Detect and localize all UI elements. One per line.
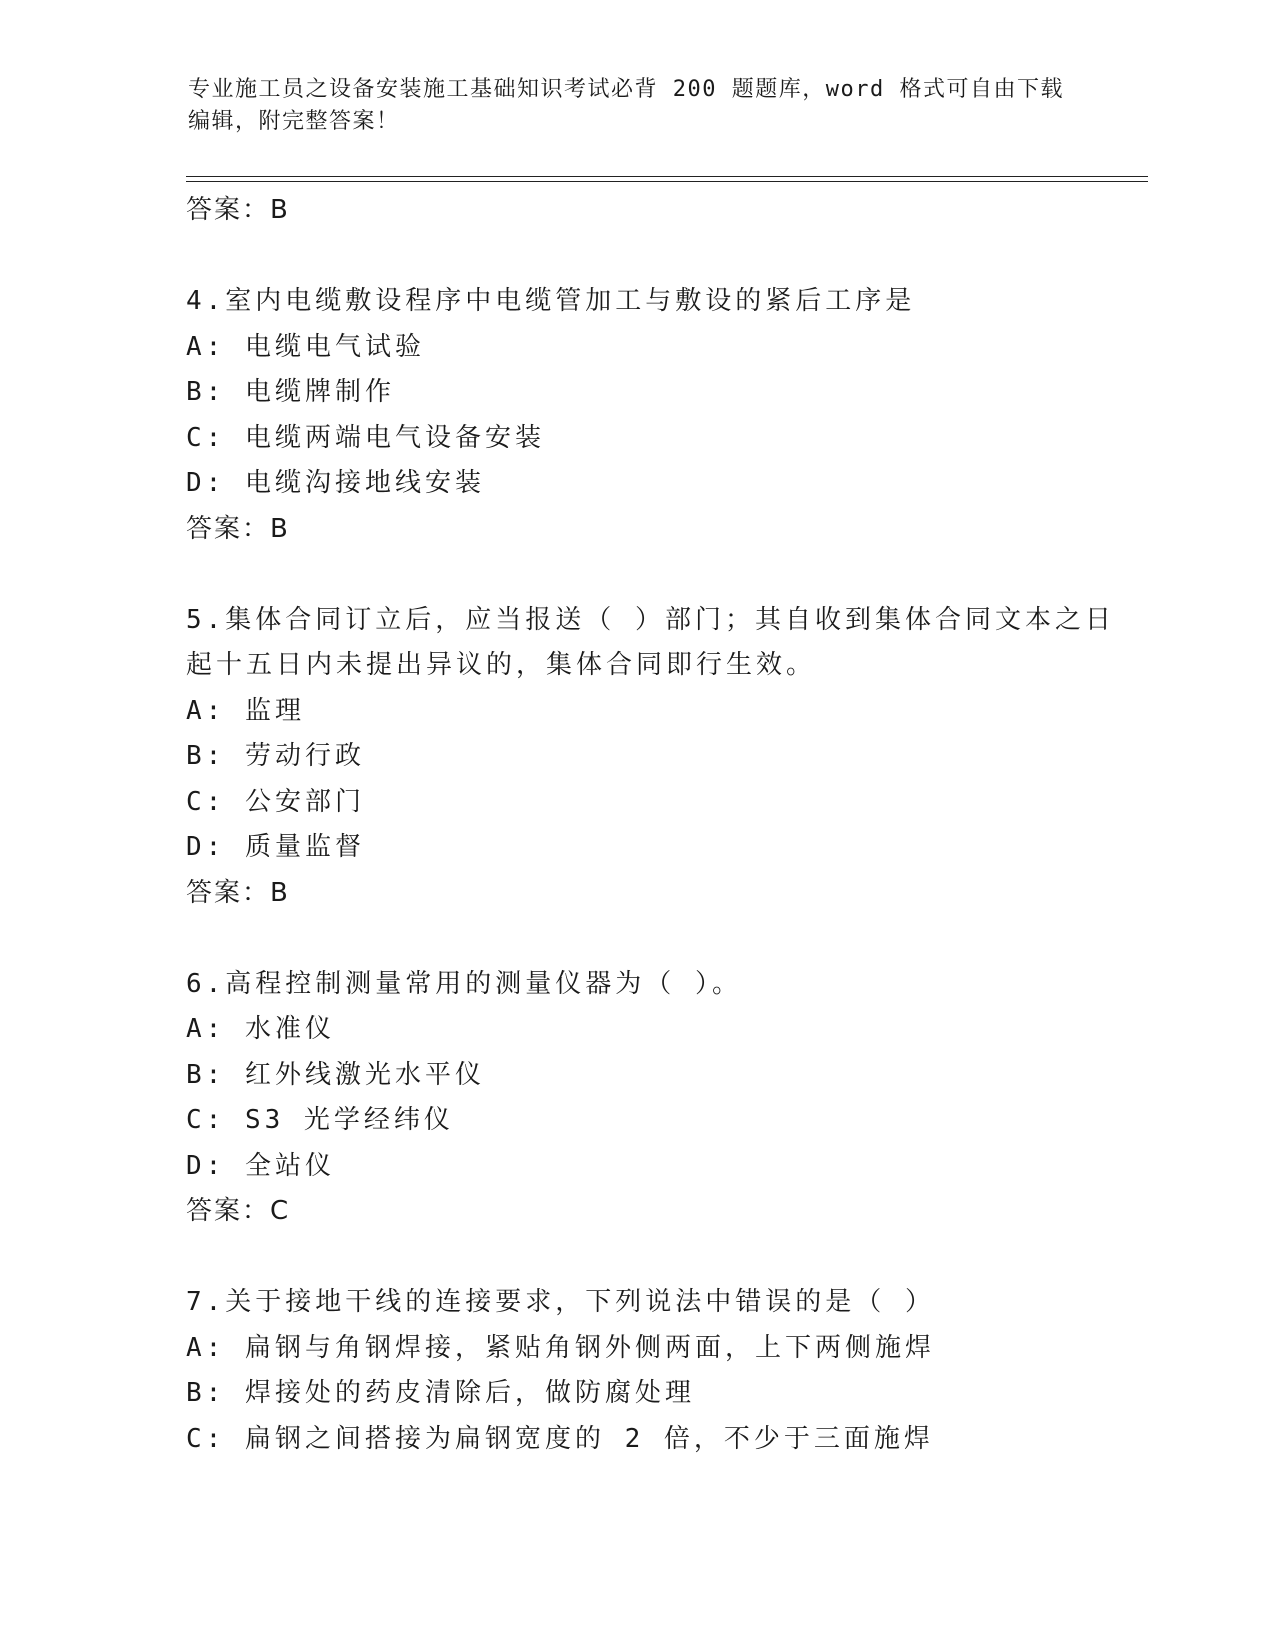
option-a: A: 电缆电气试验 <box>186 331 425 362</box>
header-divider-bottom <box>186 181 1148 182</box>
answer-line: 答案：C <box>186 1196 291 1226</box>
option-c: C: 电缆两端电气设备安装 <box>186 422 545 453</box>
option-d: D: 电缆沟接地线安装 <box>186 468 485 498</box>
header-line-1: 专业施工员之设备安装施工基础知识考试必背 200 题题库，word 格式可自由下载 <box>188 77 1064 102</box>
option-c: C: 公安部门 <box>186 786 365 817</box>
header-divider-top <box>186 176 1148 177</box>
question-item <box>186 962 1146 1235</box>
spacer <box>186 1235 1146 1281</box>
option-d: D: 质量监督 <box>186 832 365 862</box>
question-item <box>186 279 1146 552</box>
option-c: C: 扁钢之间搭接为扁钢宽度的 2 倍，不少于三面施焊 <box>186 1423 934 1454</box>
question-list <box>186 188 1146 1462</box>
spacer <box>186 552 1146 598</box>
option-a: A: 扁钢与角钢焊接，紧贴角钢外侧两面，上下两侧施焊 <box>186 1332 935 1363</box>
option-c: C: S3 光学经纬仪 <box>186 1105 454 1135</box>
question-stem: 6.高程控制测量常用的测量仪器为（ ）。 <box>186 968 742 999</box>
question-stem: 4.室内电缆敷设程序中电缆管加工与敷设的紧后工序是 <box>186 286 916 316</box>
question-stem: 7.关于接地干线的连接要求，下列说法中错误的是（ ） <box>186 1287 935 1317</box>
question-stem-continued: 起十五日内未提出异议的，集体合同即行生效。 <box>186 650 817 680</box>
option-a: A: 监理 <box>186 695 305 726</box>
header-line-2: 编辑，附完整答案！ <box>188 109 400 134</box>
spacer <box>186 234 1146 280</box>
answer-line: 答案：B <box>186 195 290 225</box>
spacer <box>186 916 1146 962</box>
question-item <box>186 598 1146 917</box>
answer-line: 答案：B <box>186 877 290 908</box>
option-a: A: 水准仪 <box>186 1014 335 1044</box>
answer-line: 答案：B <box>186 513 290 544</box>
option-b: B: 焊接处的药皮清除后，做防腐处理 <box>186 1378 695 1408</box>
document-header <box>188 74 1088 138</box>
question-item <box>186 1280 1146 1462</box>
question-stem: 5.集体合同订立后，应当报送（ ）部门；其自收到集体合同文本之日 <box>186 604 1115 635</box>
option-b: B: 红外线激光水平仪 <box>186 1059 485 1090</box>
option-d: D: 全站仪 <box>186 1150 335 1181</box>
option-b: B: 电缆牌制作 <box>186 377 395 407</box>
option-b: B: 劳动行政 <box>186 741 365 771</box>
